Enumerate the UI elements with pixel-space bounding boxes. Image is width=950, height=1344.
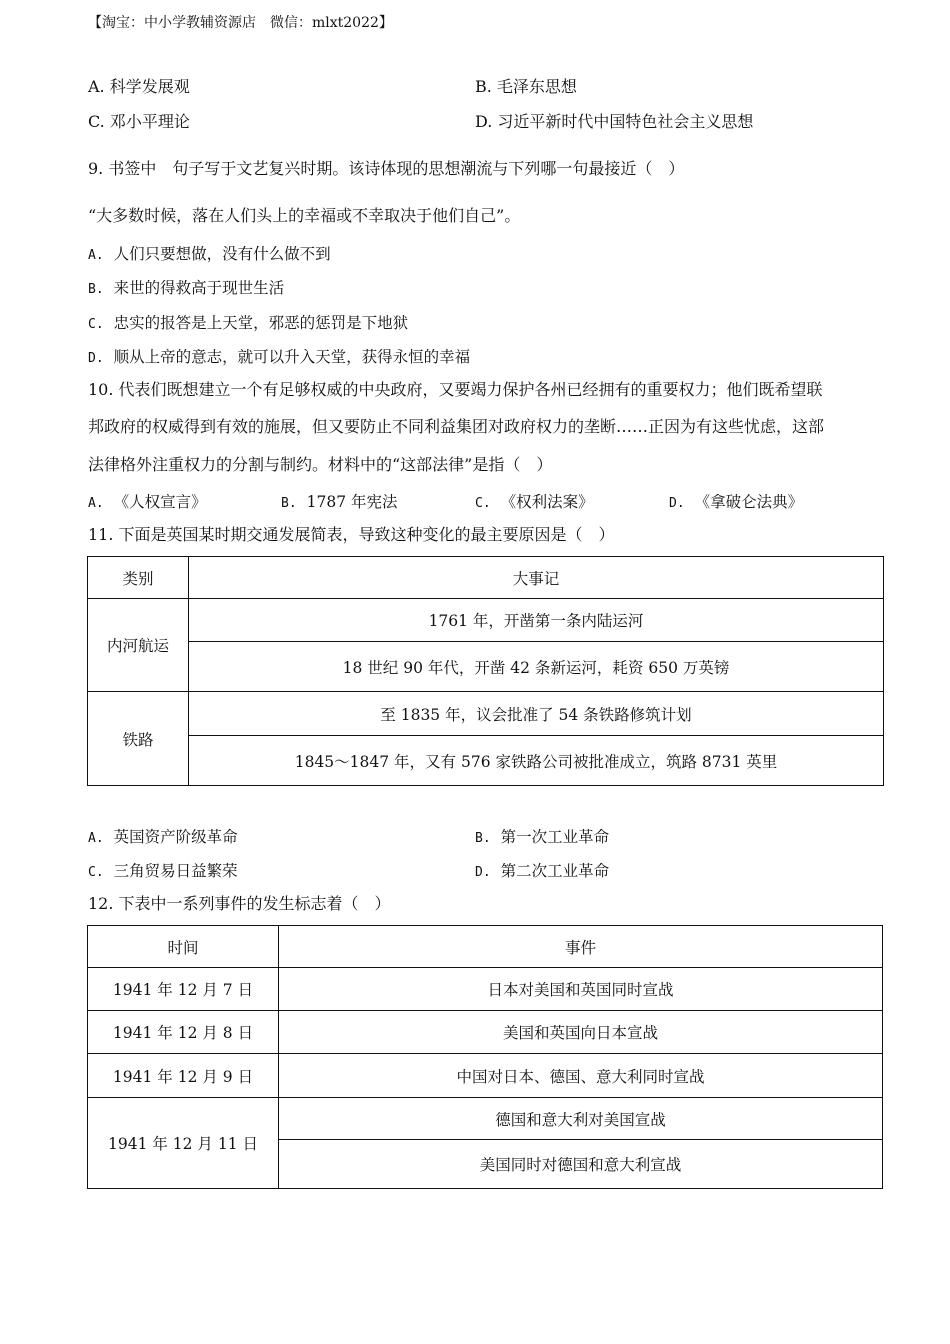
q9-option-d [88, 345, 470, 367]
table-cell-time: 1941 年 12 月 11 日 [88, 1098, 279, 1189]
option-letter: D. [475, 865, 491, 880]
table-cell-time: 1941 年 12 月 8 日 [88, 1011, 279, 1054]
q10-stem-line1: 10. 代表们既想建立一个有足够权威的中央政府，又要竭力保护各州已经拥有的重要权力；他们既希望联 [88, 380, 823, 399]
table-header-row [88, 557, 884, 599]
option-letter: A. [88, 248, 104, 263]
table-header-category: 类别 [88, 557, 189, 599]
table-header-time: 时间 [88, 926, 279, 968]
q10-stem-line2: 邦政府的权威得到有效的施展，但又要防止不同利益集团对政府权力的垄断……正因为有这些忧虑，这部 [88, 417, 825, 436]
q8-option-d: D. 习近平新时代中国特色社会主义思想 [475, 112, 754, 131]
option-text: 英国资产阶级革命 [113, 828, 238, 846]
option-text: 人们只要想做，没有什么做不到 [113, 245, 331, 263]
q9-option-c [88, 311, 408, 333]
table-cell-event: 德国和意大利对美国宣战 [279, 1098, 883, 1140]
table-cell-time: 1941 年 12 月 9 日 [88, 1054, 279, 1098]
table-row [88, 1054, 883, 1098]
option-letter: C. [88, 317, 104, 332]
option-letter: B. [88, 282, 104, 297]
option-text: 1787 年宪法 [306, 493, 398, 511]
option-letter: C. [475, 496, 491, 511]
option-letter: C. [88, 865, 104, 880]
table-cell-event: 1845～1847 年，又有 576 家铁路公司被批准成立，筑路 8731 英里 [189, 736, 884, 786]
q11-option-c [88, 859, 238, 881]
table-header-events: 大事记 [189, 557, 884, 599]
table-cell-time: 1941 年 12 月 7 日 [88, 968, 279, 1011]
option-text: 第一次工业革命 [500, 828, 610, 846]
option-text: 《权利法案》 [500, 493, 594, 511]
table-row [88, 736, 884, 786]
q8-option-b: B. 毛泽东思想 [475, 77, 577, 96]
table-header-event: 事件 [279, 926, 883, 968]
option-letter: D. [669, 496, 685, 511]
q11-option-b [475, 825, 609, 847]
table-row [88, 642, 884, 692]
q11-option-a [88, 825, 238, 847]
option-letter: A. [88, 831, 104, 846]
q9-option-a [88, 242, 331, 264]
table-row [88, 599, 884, 642]
table-row [88, 968, 883, 1011]
q8-option-a: A. 科学发展观 [88, 77, 190, 96]
table-cell-category: 铁路 [88, 692, 189, 786]
option-text: 来世的得救高于现世生活 [113, 279, 285, 297]
table-cell-event: 美国同时对德国和意大利宣战 [279, 1140, 883, 1189]
q11-transport-table [87, 556, 884, 786]
table-cell-event: 中国对日本、德国、意大利同时宣战 [279, 1054, 883, 1098]
q10-option-c [475, 490, 594, 512]
q10-option-b [281, 490, 398, 512]
q9-stem: 9. 书签中 句子写于文艺复兴时期。该诗体现的思想潮流与下列哪一句最接近（ ） [88, 159, 685, 178]
table-row [88, 1098, 883, 1140]
q8-option-c: C. 邓小平理论 [88, 112, 190, 131]
q12-stem: 12. 下表中一系列事件的发生标志着（ ） [88, 894, 391, 913]
q9-quote: “大多数时候，落在人们头上的幸福或不幸取决于他们自己”。 [88, 206, 521, 225]
table-cell-event: 18 世纪 90 年代，开凿 42 条新运河，耗资 650 万英镑 [189, 642, 884, 692]
option-text: 忠实的报答是上天堂，邪恶的惩罚是下地狱 [113, 314, 409, 332]
q10-stem-line3: 法律格外注重权力的分割与制约。材料中的“这部法律”是指（ ） [88, 455, 553, 474]
table-cell-event: 1761 年，开凿第一条内陆运河 [189, 599, 884, 642]
table-row [88, 692, 884, 736]
q9-option-b [88, 276, 284, 298]
q11-option-d [475, 859, 609, 881]
q12-events-table [87, 925, 883, 1189]
table-header-row [88, 926, 883, 968]
table-cell-event: 至 1835 年，议会批准了 54 条铁路修筑计划 [189, 692, 884, 736]
page-header: 【淘宝：中小学教辅资源店 微信：mlxt2022】 [88, 15, 393, 31]
option-letter: B. [475, 831, 491, 846]
option-text: 三角贸易日益繁荣 [113, 862, 238, 880]
option-text: 《拿破仑法典》 [694, 493, 804, 511]
option-text: 第二次工业革命 [500, 862, 610, 880]
q10-option-d [669, 490, 803, 512]
table-cell-category: 内河航运 [88, 599, 189, 692]
option-letter: B. [281, 496, 297, 511]
option-letter: D. [88, 351, 104, 366]
option-text: 《人权宣言》 [113, 493, 207, 511]
q11-stem: 11. 下面是英国某时期交通发展简表，导致这种变化的最主要原因是（ ） [88, 525, 615, 544]
table-cell-event: 美国和英国向日本宣战 [279, 1011, 883, 1054]
q10-option-a [88, 490, 207, 512]
option-letter: A. [88, 496, 104, 511]
table-row [88, 1011, 883, 1054]
table-cell-event: 日本对美国和英国同时宣战 [279, 968, 883, 1011]
option-text: 顺从上帝的意志，就可以升入天堂，获得永恒的幸福 [113, 348, 471, 366]
